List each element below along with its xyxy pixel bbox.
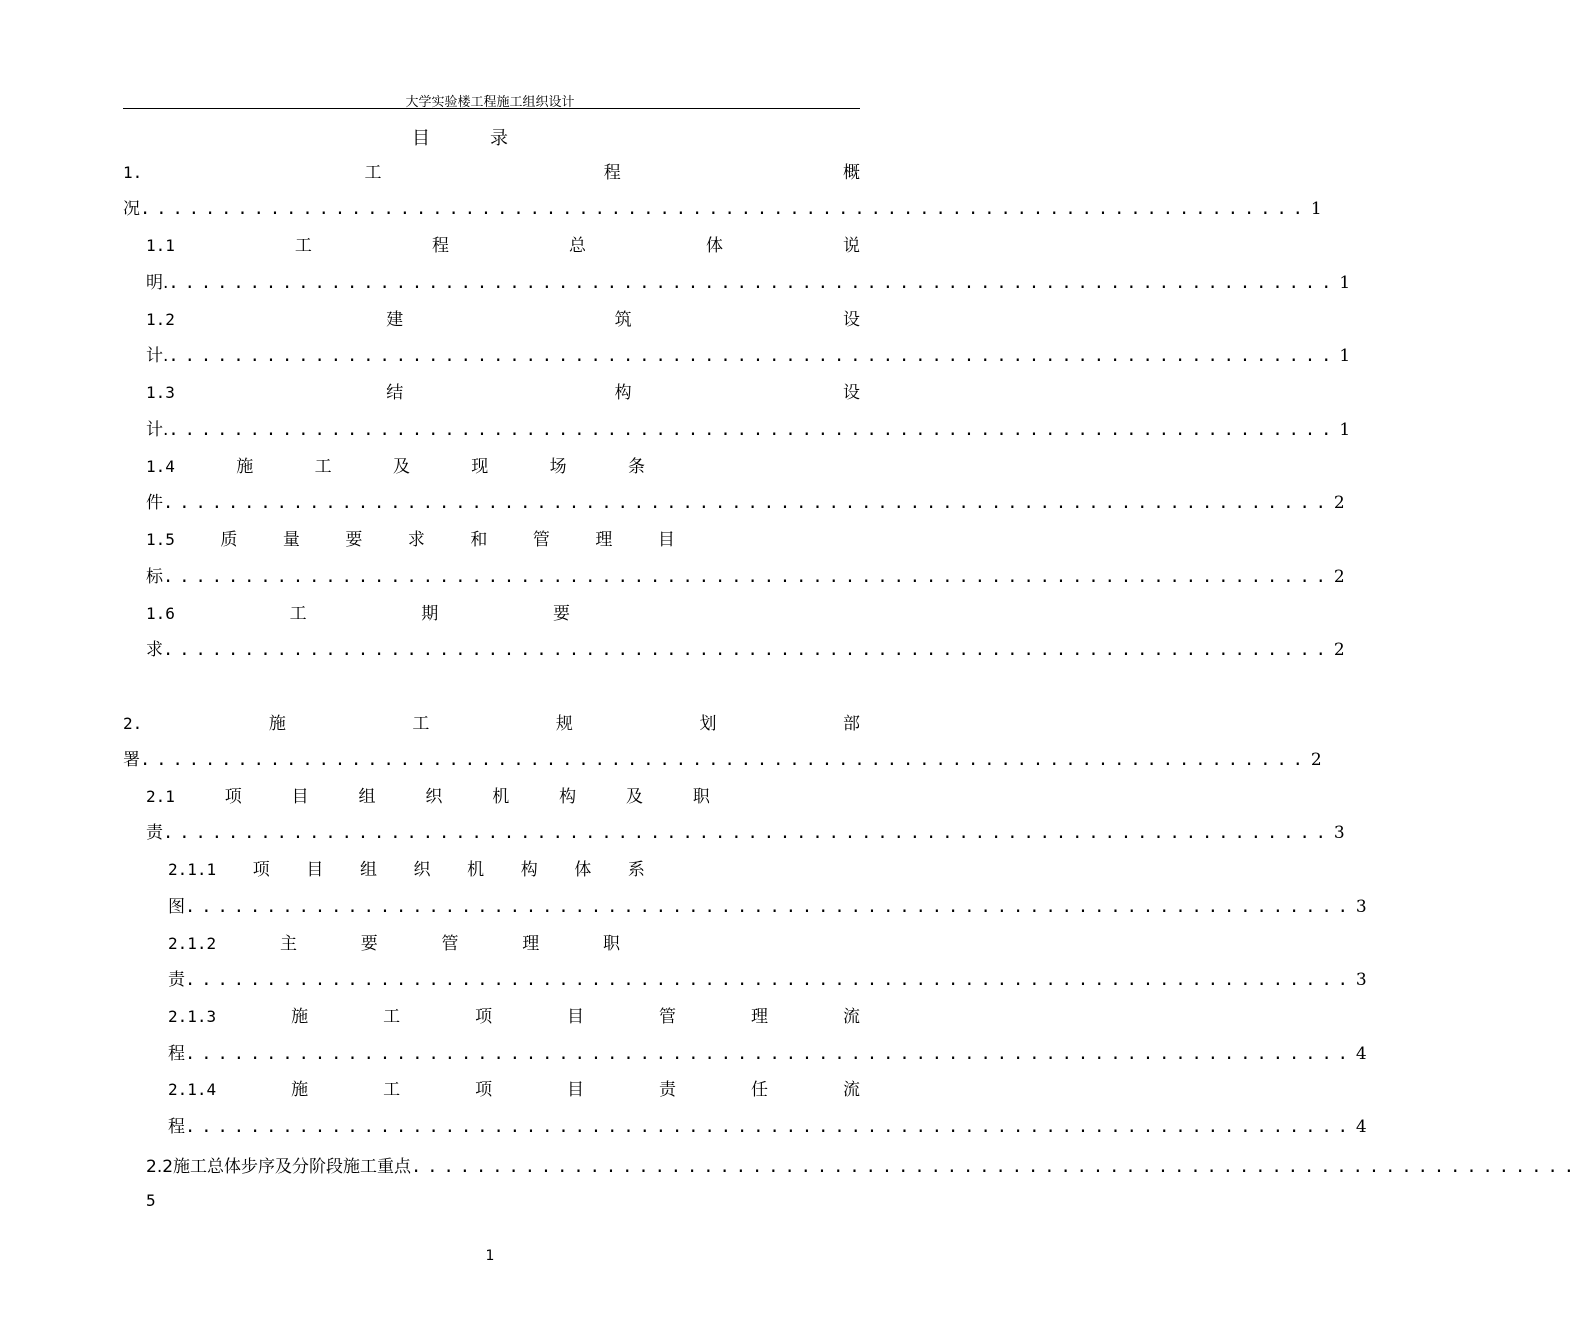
toc-word: 构 <box>559 787 577 807</box>
toc-page-number: 3 <box>1333 823 1345 843</box>
toc-word: 目 <box>657 530 675 550</box>
toc-word: 总 <box>568 236 586 256</box>
toc-word: 说 <box>842 236 860 256</box>
toc-word: 职 <box>692 787 710 807</box>
toc-word: 条 <box>627 457 645 477</box>
dot-leader: ........................................................................ <box>168 273 1338 293</box>
toc-entry-number: 1.1 <box>146 236 175 255</box>
toc-entry-1-1-leader[interactable] <box>146 271 1351 295</box>
toc-entry-1-6-title[interactable] <box>146 602 570 626</box>
header-rule <box>123 108 860 109</box>
toc-entry-1-6-leader[interactable] <box>146 638 1345 662</box>
toc-word: 程 <box>603 163 621 183</box>
toc-word: 和 <box>470 530 488 550</box>
toc-word: 施 <box>291 1080 309 1100</box>
toc-entry-1-title[interactable] <box>123 161 860 185</box>
toc-word: 组 <box>358 787 376 807</box>
toc-entry-number: 1.5 <box>146 530 175 549</box>
toc-entry-2-1-4-title[interactable] <box>168 1078 860 1102</box>
toc-entry-tail: 计. <box>146 420 169 440</box>
toc-entry-number: 2.1.1 <box>168 860 217 879</box>
toc-word: 职 <box>603 934 620 954</box>
toc-entry-2-1-3-leader[interactable] <box>168 1042 1367 1066</box>
toc-entry-2-2-title[interactable] <box>146 1155 1580 1179</box>
toc-word: 施 <box>291 1007 309 1027</box>
toc-entry-1-2-leader[interactable] <box>146 344 1351 368</box>
toc-page-number: 2 <box>1333 640 1345 660</box>
toc-word: 体 <box>574 860 592 880</box>
toc-word: 工 <box>294 236 312 256</box>
toc-word: 施 <box>268 714 286 734</box>
toc-word: 工 <box>314 457 332 477</box>
dot-leader: ........................................................................ <box>185 897 1354 917</box>
toc-title: 目录 <box>412 128 568 149</box>
toc-word: 理 <box>595 530 613 550</box>
dot-leader: ........................................................................ <box>185 970 1354 990</box>
toc-word: 划 <box>699 714 717 734</box>
toc-entry-1-1-title[interactable] <box>146 234 860 258</box>
toc-word: 工 <box>412 714 430 734</box>
toc-entry-tail: 程 <box>168 1044 185 1064</box>
toc-entry-number: 1.2 <box>146 310 175 329</box>
dot-leader: ........................................................................ <box>163 640 1332 660</box>
dot-leader: ........................................................................ <box>163 493 1332 513</box>
toc-entry-number: 1.3 <box>146 383 175 402</box>
toc-word: 系 <box>627 860 645 880</box>
toc-word: 概 <box>842 163 860 183</box>
toc-word: 工 <box>383 1080 401 1100</box>
toc-word: 要 <box>360 934 378 954</box>
toc-entry-2-1-1-title[interactable] <box>168 858 645 882</box>
toc-entry-number: 1. <box>123 163 143 182</box>
toc-entry-2-1-3-title[interactable] <box>168 1005 860 1029</box>
dot-leader: ........................................................................ <box>140 750 1309 770</box>
toc-word: 及 <box>392 457 410 477</box>
toc-word: 任 <box>750 1080 768 1100</box>
toc-word: 期 <box>421 604 439 624</box>
toc-entry-1-leader[interactable] <box>123 197 1322 221</box>
toc-word: 部 <box>843 714 860 734</box>
toc-word: 要 <box>345 530 363 550</box>
dot-leader: ........................................................................ <box>140 199 1309 219</box>
toc-page-number: 2 <box>1310 750 1322 770</box>
toc-page-number: 4 <box>1355 1117 1367 1137</box>
toc-word: 织 <box>425 787 443 807</box>
toc-page-number: 1 <box>1310 199 1322 219</box>
toc-entry-2-1-2-leader[interactable] <box>168 968 1367 992</box>
toc-entry-tail: 标 <box>146 567 163 587</box>
toc-entry-tail: 责 <box>168 970 185 990</box>
toc-word: 建 <box>386 310 404 330</box>
toc-entry-tail: 况 <box>123 199 140 219</box>
dot-leader: ........................................................................ <box>163 567 1332 587</box>
toc-entry-tail: 件 <box>146 493 163 513</box>
toc-entry-text: 2.2施工总体步序及分阶段施工重点 <box>146 1157 412 1177</box>
dot-leader: ........................................................................ <box>168 346 1338 366</box>
toc-word: 要 <box>552 604 570 624</box>
toc-word: 工 <box>289 604 307 624</box>
toc-word: 设 <box>842 310 860 330</box>
toc-entry-2-2-page-line[interactable] <box>146 1189 156 1213</box>
toc-word: 目 <box>567 1007 585 1027</box>
toc-entry-number: 1.4 <box>146 457 175 476</box>
toc-word: 项 <box>475 1007 493 1027</box>
toc-page-number: 4 <box>1355 1044 1367 1064</box>
toc-page-number: 1 <box>1339 420 1351 440</box>
toc-page-number: 5 <box>146 1191 156 1210</box>
toc-word: 目 <box>306 860 324 880</box>
toc-entry-1-4-leader[interactable] <box>146 491 1345 515</box>
toc-word: 结 <box>386 383 404 403</box>
toc-entry-number: 2. <box>123 714 143 733</box>
toc-word: 质 <box>220 530 238 550</box>
toc-entry-tail: 计. <box>146 346 169 366</box>
toc-word: 项 <box>252 860 270 880</box>
toc-word: 组 <box>359 860 377 880</box>
toc-word: 现 <box>471 457 489 477</box>
toc-word: 目 <box>291 787 309 807</box>
footer-page-number: 1 <box>485 1248 495 1264</box>
toc-word: 规 <box>555 714 573 734</box>
toc-word: 流 <box>842 1080 860 1100</box>
toc-entry-number: 1.6 <box>146 604 175 623</box>
toc-word: 机 <box>467 860 485 880</box>
toc-word: 场 <box>549 457 567 477</box>
toc-entry-tail: 明. <box>146 273 169 293</box>
toc-page-number: 2 <box>1333 567 1345 587</box>
toc-word: 构 <box>614 383 632 403</box>
toc-page-number: 3 <box>1355 970 1367 990</box>
toc-word: 主 <box>279 934 297 954</box>
dot-leader: ........................................................................ <box>411 1157 1580 1177</box>
toc-word: 理 <box>522 934 540 954</box>
toc-word: 管 <box>441 934 459 954</box>
toc-entry-1-3-title[interactable] <box>146 381 860 405</box>
toc-word: 织 <box>413 860 431 880</box>
toc-word: 体 <box>705 236 723 256</box>
toc-entry-2-1-leader[interactable] <box>146 821 1345 845</box>
toc-entry-1-5-title[interactable] <box>146 528 675 552</box>
toc-entry-2-1-2-title[interactable] <box>168 932 620 956</box>
dot-leader: ........................................................................ <box>168 420 1338 440</box>
toc-entry-tail: 图 <box>168 897 185 917</box>
toc-entry-2-1-title[interactable] <box>146 785 710 809</box>
toc-entry-2-1-4-leader[interactable] <box>168 1115 1367 1139</box>
toc-page-number: 3 <box>1355 897 1367 917</box>
toc-word: 工 <box>383 1007 401 1027</box>
toc-word: 项 <box>224 787 242 807</box>
toc-page-number: 2 <box>1333 493 1345 513</box>
toc-word: 筑 <box>614 310 632 330</box>
toc-entry-tail: 求 <box>146 640 163 660</box>
toc-word: 工 <box>364 163 382 183</box>
toc-entry-2-leader[interactable] <box>123 748 1322 772</box>
toc-entry-number: 2.1 <box>146 787 175 806</box>
toc-entry-1-3-leader[interactable] <box>146 418 1351 442</box>
toc-page-number: 1 <box>1339 346 1351 366</box>
toc-word: 程 <box>431 236 449 256</box>
toc-word: 理 <box>750 1007 768 1027</box>
toc-word: 求 <box>407 530 425 550</box>
toc-entry-1-5-leader[interactable] <box>146 565 1345 589</box>
toc-word: 流 <box>842 1007 860 1027</box>
toc-entry-number: 2.1.2 <box>168 934 217 953</box>
toc-entry-tail: 程 <box>168 1117 185 1137</box>
toc-page-number: 1 <box>1339 273 1351 293</box>
toc-entry-1-2-title[interactable] <box>146 308 860 332</box>
toc-word: 及 <box>626 787 644 807</box>
toc-entry-number: 2.1.4 <box>168 1080 217 1099</box>
toc-entry-number: 2.1.3 <box>168 1007 217 1026</box>
toc-word: 管 <box>532 530 550 550</box>
dot-leader: ........................................................................ <box>185 1044 1354 1064</box>
toc-word: 设 <box>842 383 860 403</box>
toc-word: 管 <box>659 1007 677 1027</box>
toc-word: 机 <box>492 787 510 807</box>
dot-leader: ........................................................................ <box>185 1117 1354 1137</box>
toc-entry-tail: 署 <box>123 750 140 770</box>
toc-entry-2-title[interactable] <box>123 712 860 736</box>
toc-word: 施 <box>236 457 254 477</box>
toc-entry-1-4-title[interactable] <box>146 455 645 479</box>
toc-word: 目 <box>567 1080 585 1100</box>
toc-entry-2-1-1-leader[interactable] <box>168 895 1367 919</box>
running-header: 大学实验楼工程施工组织设计 <box>405 95 575 110</box>
toc-word: 量 <box>282 530 300 550</box>
toc-word: 构 <box>520 860 538 880</box>
toc-word: 责 <box>659 1080 677 1100</box>
toc-entry-tail: 责 <box>146 823 163 843</box>
dot-leader: ........................................................................ <box>163 823 1332 843</box>
toc-word: 项 <box>475 1080 493 1100</box>
